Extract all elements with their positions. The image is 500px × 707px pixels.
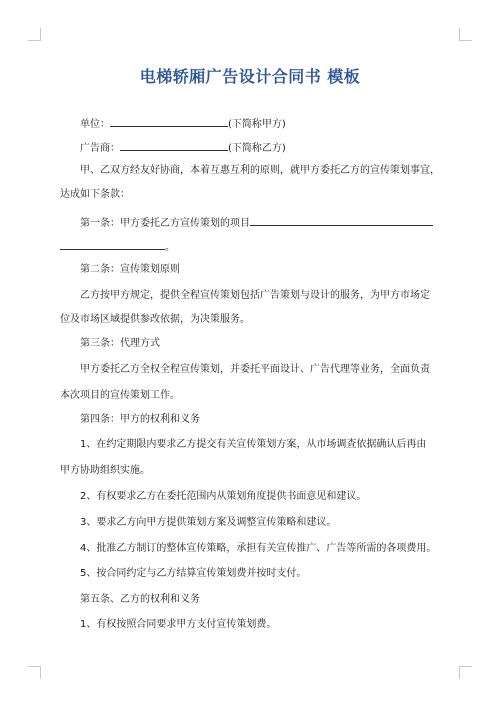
article-2-line-1: 乙方按甲方规定，提供全程宣传策划包括广告策划与设计的服务，为甲方市场定	[80, 290, 430, 301]
corner-mark-bottom-left	[28, 666, 41, 679]
article-5-item-1: 1、有权按照合同要求甲方支付宣传策划费。	[80, 619, 277, 630]
party-b-suffix: (下简称乙方)	[228, 143, 286, 154]
corner-mark-top-right	[459, 28, 472, 41]
article-4-title: 第四条：甲方的权利和义务	[80, 414, 200, 425]
party-b-blank[interactable]	[120, 140, 228, 151]
party-b-line	[60, 140, 462, 155]
intro-line-1: 甲、乙双方经友好协商，本着互惠互利的原则，就甲方委托乙方的宣传策划事宜，	[80, 165, 440, 176]
party-a-blank[interactable]	[110, 116, 228, 127]
article-3-line-1: 甲方委托乙方全权全程宣传策划，并委托平面设计、广告代理等业务，全面负责	[80, 364, 430, 375]
corner-mark-top-left	[28, 28, 41, 41]
party-b-label: 广告商：	[80, 143, 120, 154]
article-4-item-1-line-1: 1、在约定期限内要求乙方提交有关宣传策划方案，从市场调查依据确认后再由	[80, 439, 427, 450]
article-3-line-2: 本次项目的宣传策划工作。	[60, 390, 180, 401]
article-2-line-2: 位及市场区域提供参改依据，为决策服务。	[60, 314, 250, 325]
intro-line-2: 达成如下条款：	[60, 189, 130, 200]
article-5-title: 第五条、乙方的权利和义务	[80, 594, 200, 605]
party-a-label: 单位：	[80, 119, 110, 130]
corner-mark-bottom-right	[459, 666, 472, 679]
article-4-item-3: 3、要求乙方向甲方提供策划方案及调整宣传策略和建议。	[80, 517, 337, 528]
article-2-title: 第二条：宣传策划原则	[80, 264, 180, 275]
article-1-line	[60, 215, 462, 230]
party-a-line	[60, 116, 462, 131]
party-a-suffix: (下简称甲方)	[228, 119, 286, 130]
article-1-blank-2[interactable]	[60, 239, 165, 250]
article-1-end: 。	[165, 242, 175, 253]
article-4-item-5: 5、按合同约定与乙方结算宣传策划费并按时支付。	[80, 568, 307, 579]
article-1-label: 第一条：甲方委托乙方宣传策划的项目	[80, 218, 250, 229]
article-3-title: 第三条：代理方式	[80, 338, 160, 349]
document-title: 电梯轿厢广告设计合同书 模板	[139, 67, 361, 86]
article-4-item-4: 4、批准乙方制订的整体宣传策略，承担有关宣传推广、广告等所需的各项费用。	[80, 543, 437, 554]
article-1-blank[interactable]	[250, 215, 433, 226]
article-4-item-2: 2、有权要求乙方在委托范围内从策划角度提供书面意见和建议。	[80, 491, 367, 502]
article-1-continuation	[60, 239, 442, 254]
article-4-item-1-line-2: 甲方协助组织实施。	[60, 465, 150, 476]
